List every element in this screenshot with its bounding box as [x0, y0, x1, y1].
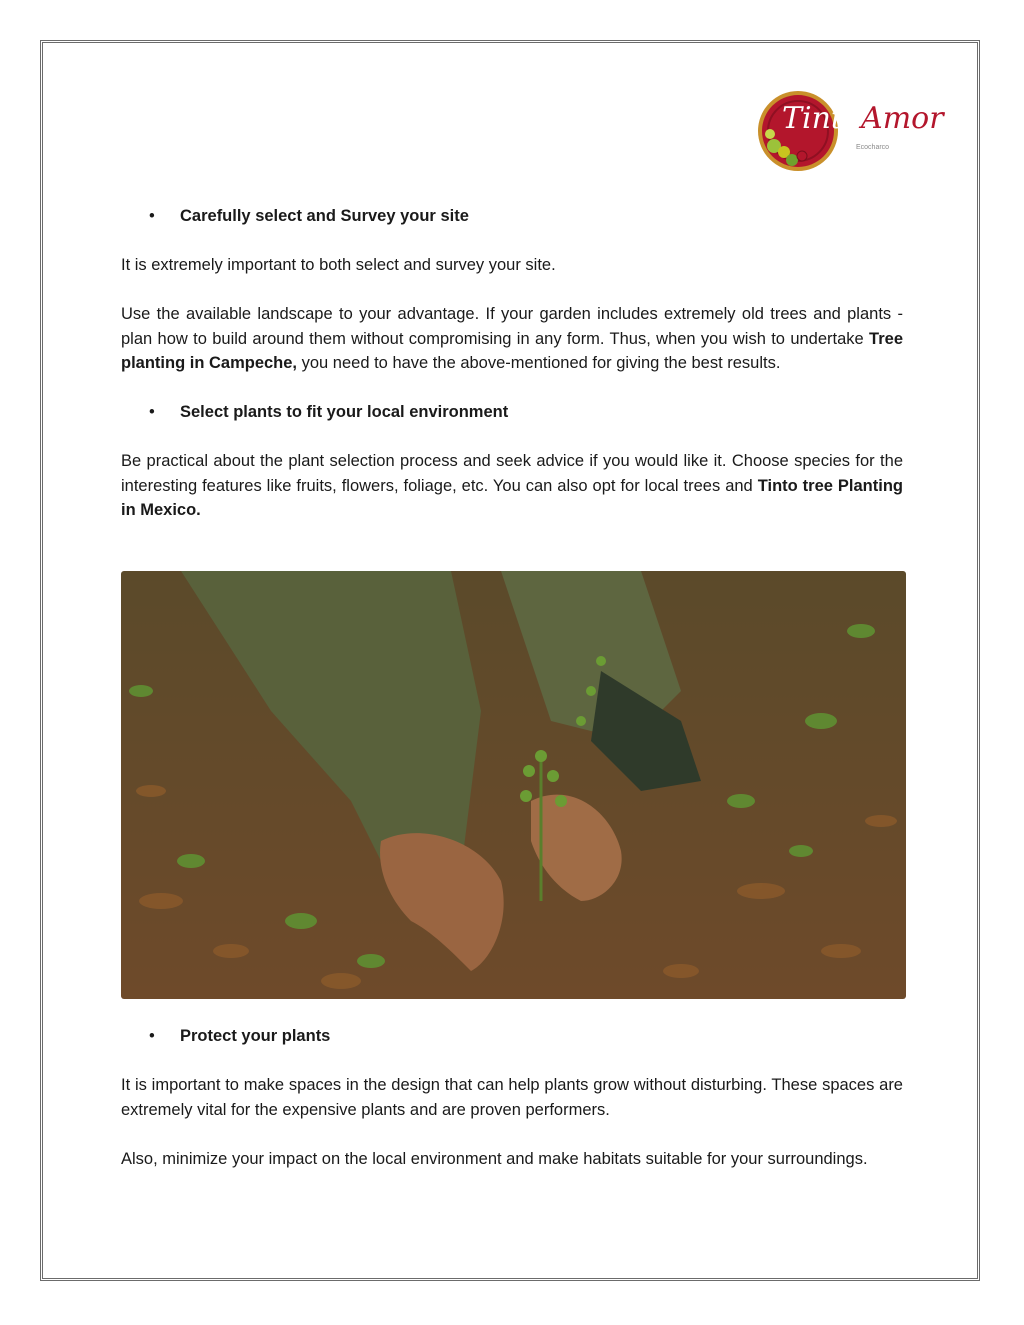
paragraph: It is extremely important to both select and survey your site. — [121, 256, 556, 274]
paragraph: It is important to make spaces in the design that can help plants grow without disturbing. These spaces are extremely vital for the expensive plants and are proven performers. — [121, 1076, 903, 1119]
paragraph: Use the available landscape to your advantage. If your garden includes extremely old trees and plants - plan how to build around them without compromising in any form. Thus, when you wish to undertake Tree planting in Campeche, you need to have the above-mentioned for giving the best results. — [121, 305, 903, 372]
logo-wordmark: TintoAmor — [782, 101, 944, 136]
section-heading — [121, 1024, 903, 1049]
section-heading — [121, 400, 903, 425]
bullet-icon: • — [149, 403, 155, 421]
planting-photo-image — [121, 571, 906, 999]
heading-text: Carefully select and Survey your site — [180, 207, 469, 225]
paragraph: Be practical about the plant selection process and seek advice if you would like it. Choose species for the interesting features like fruits, flowers, foliage, etc. You can also opt for local trees and Tinto tree Planting in Mexico. — [121, 452, 903, 519]
paragraph: Also, minimize your impact on the local environment and make habitats suitable for your surroundings. — [121, 1149, 868, 1168]
planting-photo — [121, 571, 906, 999]
lower-content — [121, 1024, 903, 1171]
brand-logo — [756, 88, 944, 176]
bullet-icon: • — [149, 1027, 155, 1045]
bullet-icon: • — [149, 207, 155, 225]
logo-tagline: Ecocharco — [856, 144, 890, 151]
main-content — [121, 204, 903, 523]
keyword-bold: Tinto tree Planting in Mexico. — [121, 476, 903, 519]
section-heading — [121, 204, 903, 229]
heading-text: Select plants to fit your local environment — [180, 403, 509, 421]
keyword-bold: Tree planting in Campeche, — [121, 329, 903, 372]
heading-text: Protect your plants — [180, 1027, 331, 1045]
